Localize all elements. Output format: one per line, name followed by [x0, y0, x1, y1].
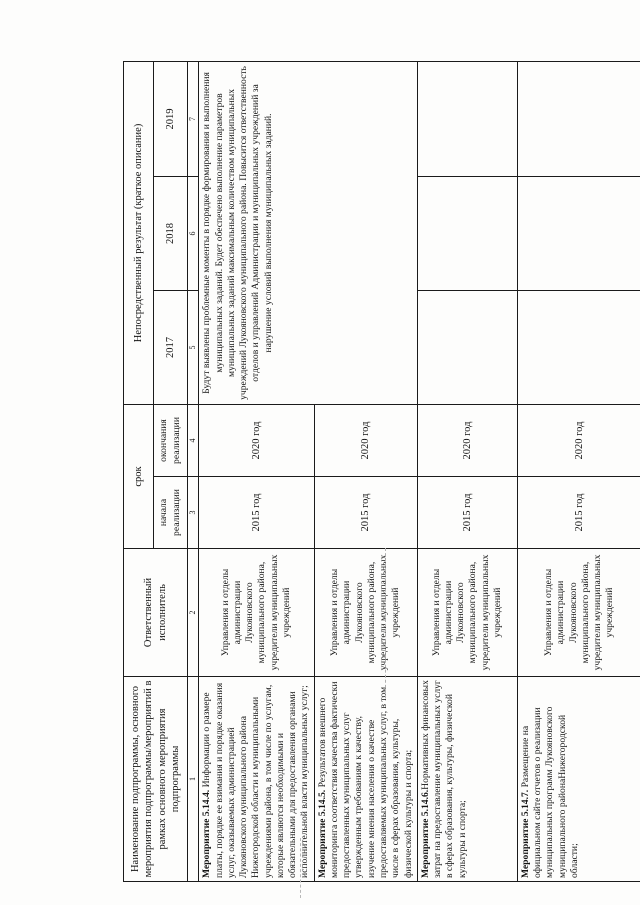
- result-cell-empty: [417, 61, 517, 176]
- column-number: 5: [188, 290, 199, 404]
- header-name: Наименование подпрограммы, основного мероприятия подпрограммы/мероприятий в рамках основного мероприятия подпрограммы: [124, 677, 188, 882]
- activity-cell: [314, 677, 417, 882]
- column-number: 1: [188, 677, 199, 882]
- activity-title: Мероприятие 5.14.6.: [419, 789, 431, 878]
- column-number: 6: [188, 176, 199, 290]
- header-start: начала реализации: [154, 477, 188, 549]
- executor-cell: Управления и отделы администрации Лукояновского муниципального района, учредители муниципальных учреждений: [517, 549, 640, 677]
- activity-title: Мероприятие 5.14.5.: [316, 789, 328, 878]
- header-year-2018: 2018: [154, 176, 188, 290]
- column-number: 2: [188, 549, 199, 677]
- end-cell: 2020 год: [314, 404, 417, 476]
- result-cell: Будут выявлены проблемные моменты в порядке формирования и выполнения муниципальных заданий. Будет обеспечено выполнение параметров муниципальных заданий максимальным количеством муниципальных учреждений Лукояновского муниципального района. Повысится ответственность отделов и управлений Администрации и муниципальных учреждений за нарушение условий выполнения муниципальных заданий.: [199, 61, 418, 404]
- result-cell-empty: [517, 176, 640, 290]
- executor-cell: Управления и отделы администрации Лукояновского муниципального района, учредители муниципальных учреждений: [199, 549, 314, 677]
- scan-artifact-line: [300, 838, 303, 898]
- activity-title: Мероприятие 5.14.4.: [201, 789, 213, 878]
- activity-text: Размещение на официальном сайте отчетов о реализации муниципальных программ Лукояновского муниципального районаНижегородской области;: [519, 706, 580, 878]
- header-executor: Ответственный исполнитель: [124, 549, 188, 677]
- result-cell-empty: [517, 61, 640, 176]
- table-row: [199, 61, 314, 881]
- start-cell: 2015 год: [199, 477, 314, 549]
- executor-cell: Управления и отделы администрации Лукояновского муниципального района, учредители муниципальных учреждений: [314, 549, 417, 677]
- activity-cell: [517, 677, 640, 882]
- end-cell: 2020 год: [417, 404, 517, 476]
- result-cell-empty: [517, 290, 640, 404]
- activity-text: Результатов внешнего мониторинга соответствия качества фактически предоставленных муниципальных услуг утвержденным требованиям к качеству, изучение мнения населения о качестве предоставляемых муниципальных услуг, в том числе в сферах образования, культуры, физической культуры и спорта;: [316, 681, 414, 878]
- program-activities-table: [123, 61, 640, 882]
- activity-cell: [199, 677, 314, 882]
- result-cell-empty: [417, 290, 517, 404]
- header-term: срок: [124, 404, 154, 548]
- activity-text: Информации о размере платы, порядке ее взимания и порядке оказания услуг, оказываемых администрацией Лукояновского муниципального района Нижегородской области и муниципальными учреждениями района, в том числе по услугам, которые являются необходимыми и обязательными для предоставления органами исполнительной власти муниципальных услуг;: [201, 682, 311, 878]
- end-cell: 2020 год: [199, 404, 314, 476]
- activity-text: Нормативных финансовых затрат на предоставление муниципальных услуг в сферах образования, культуры, физической культуры и спорта;: [419, 680, 468, 878]
- column-number-row: [188, 61, 199, 881]
- executor-cell: Управления и отделы администрации Лукояновского муниципального района, учредители муниципальных учреждений: [417, 549, 517, 677]
- end-cell: 2020 год: [517, 404, 640, 476]
- scan-artifact-line: [385, 548, 388, 698]
- column-number: 7: [188, 61, 199, 176]
- rotated-table-wrapper: [123, 62, 640, 882]
- header-end: окончания реализации: [154, 404, 188, 476]
- header-year-2019: 2019: [154, 61, 188, 176]
- header-result: Непосредственный результат (краткое описание): [124, 61, 154, 404]
- header-year-2017: 2017: [154, 290, 188, 404]
- column-number: 4: [188, 404, 199, 476]
- activity-title: Мероприятие 5.14.7.: [519, 789, 531, 878]
- start-cell: 2015 год: [417, 477, 517, 549]
- table-row: [517, 61, 640, 881]
- table-row: [417, 61, 517, 881]
- start-cell: 2015 год: [314, 477, 417, 549]
- start-cell: 2015 год: [517, 477, 640, 549]
- result-cell-empty: [417, 176, 517, 290]
- column-number: 3: [188, 477, 199, 549]
- activity-cell: [417, 677, 517, 882]
